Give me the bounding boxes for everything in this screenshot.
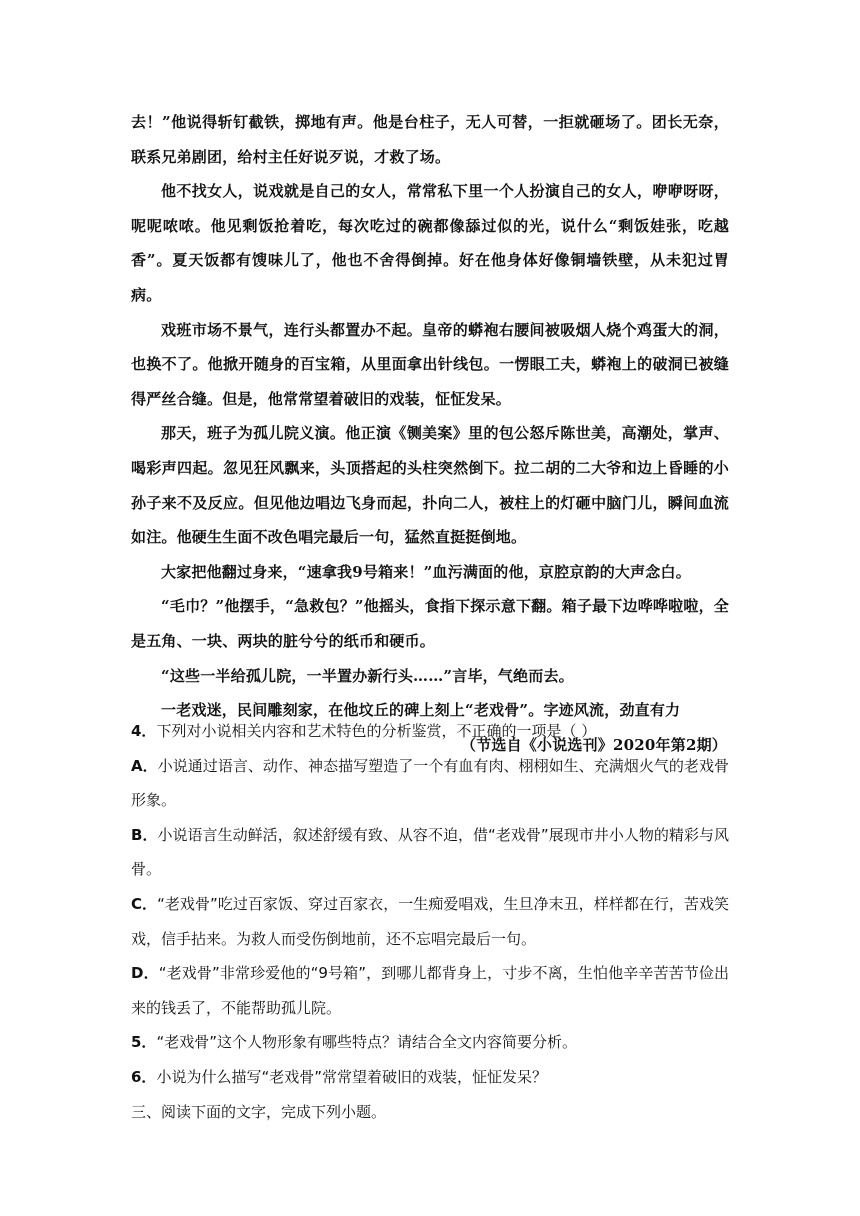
option-label: D． (131, 964, 159, 983)
question-6 (131, 1060, 729, 1095)
question-number: 4． (131, 722, 157, 740)
question-4 (131, 714, 729, 749)
paragraph-3: 戏班市场不景气，连行头都置办不起。皇帝的蟒袍右腰间被吸烟人烧个鸡蛋大的洞，也换不了。他掀开随身的百宝箱，从里面拿出针线包。一愣眼工夫，蟒袍上的破洞已被缝得严丝合缝。但是，他常常望着破旧的戏装，怔怔发呆。 (131, 320, 729, 408)
option-label: A． (131, 756, 158, 775)
paragraph-8: 一老戏迷，民间雕刻家，在他坟丘的碑上刻上“老戏骨”。字迹风流，劲直有力 (161, 701, 681, 720)
option-label: C． (131, 894, 158, 913)
paragraph-1: 去！”他说得斩钉截铁，掷地有声。他是台柱子，无人可替，一拒就砸场了。团长无奈，联系兄弟剧团，给村主任好说歹说，才救了场。 (131, 113, 729, 166)
question-block (131, 714, 729, 1129)
option-text: “老戏骨”吃过百家饭、穿过百家衣，一生痴爱唱戏，生旦净末丑，样样都在行，苦戏笑戏，信手拈来。为救人而受伤倒地前，还不忘唱完最后一句。 (131, 894, 730, 948)
paragraph-2: 他不找女人，说戏就是自己的女人，常常私下里一个人扮演自己的女人，咿咿呀呀，呢呢哝哝。他见剩饭抢着吃，每次吃过的碗都像舔过似的光，说什么“剩饭娃张，吃越香”。夏天饭都有馊味儿了，他也不舍得倒掉。好在他身体好像铜墙铁壁，从未犯过胃病。 (131, 182, 729, 304)
question-stem: “老戏骨”这个人物形象有哪些特点？请结合全文内容简要分析。 (156, 1033, 577, 1052)
option-text: “老戏骨”非常珍爱他的“9号箱”，到哪儿都背身上，寸步不离，生怕他辛辛苦苦节俭出来的钱丢了，不能帮助孤儿院。 (131, 964, 729, 1017)
paragraph-4: 那天，班子为孤儿院义演。他正演《铡美案》里的包公怒斥陈世美，高潮处，掌声、喝彩声四起。忽见狂风飘来，头顶搭起的头柱突然倒下。拉二胡的二大爷和边上昏睡的小孙子来不及反应。但见他边唱边飞身而起，扑向二人，被柱上的灯砸中脑门儿，瞬间血流如注。他硬生生面不改色唱完最后一句，猛然直挺挺倒地。 (131, 424, 729, 547)
source-citation: （节选自《小说选刊》2020年第2期） (461, 735, 727, 754)
option-d (131, 956, 729, 1025)
paragraph-5: 大家把他翻过身来，“速拿我9号箱来！”血污满面的他，京腔京韵的大声念白。 (161, 562, 691, 581)
option-b (131, 818, 729, 887)
question-number: 6． (131, 1067, 157, 1086)
section-heading: 三、阅读下面的文字，完成下列小题。 (131, 1102, 387, 1121)
story-passage (131, 105, 729, 762)
paragraph-7: “这些一半给孤儿院，一半置办新行头……”言毕，气绝而去。 (161, 666, 574, 685)
option-c (131, 887, 729, 956)
question-5 (131, 1025, 729, 1060)
option-a (131, 749, 729, 818)
option-text: 小说语言生动鲜活，叙述舒缓有致、从容不迫，借“老戏骨”展现市井小人物的精彩与风骨。 (131, 825, 729, 879)
question-number: 5． (131, 1033, 157, 1052)
question-stem: 下列对小说相关内容和艺术特色的分析鉴赏，不正确的一项是（ ） (156, 722, 597, 740)
question-stem: 小说为什么描写“老戏骨”常常望着破旧的戏装，怔怔发呆？ (156, 1067, 547, 1086)
option-text: 小说通过语言、动作、神态描写塑造了一个有血有肉、栩栩如生、充满烟火气的老戏骨形象。 (131, 756, 729, 810)
paragraph-6: “毛巾？”他摆手，“急救包？”他摇头，食指下探示意下翻。箱子最下边哗哗啦啦，全是五角、一块、两块的脏兮兮的纸币和硬币。 (131, 597, 729, 650)
option-label: B． (131, 825, 158, 844)
